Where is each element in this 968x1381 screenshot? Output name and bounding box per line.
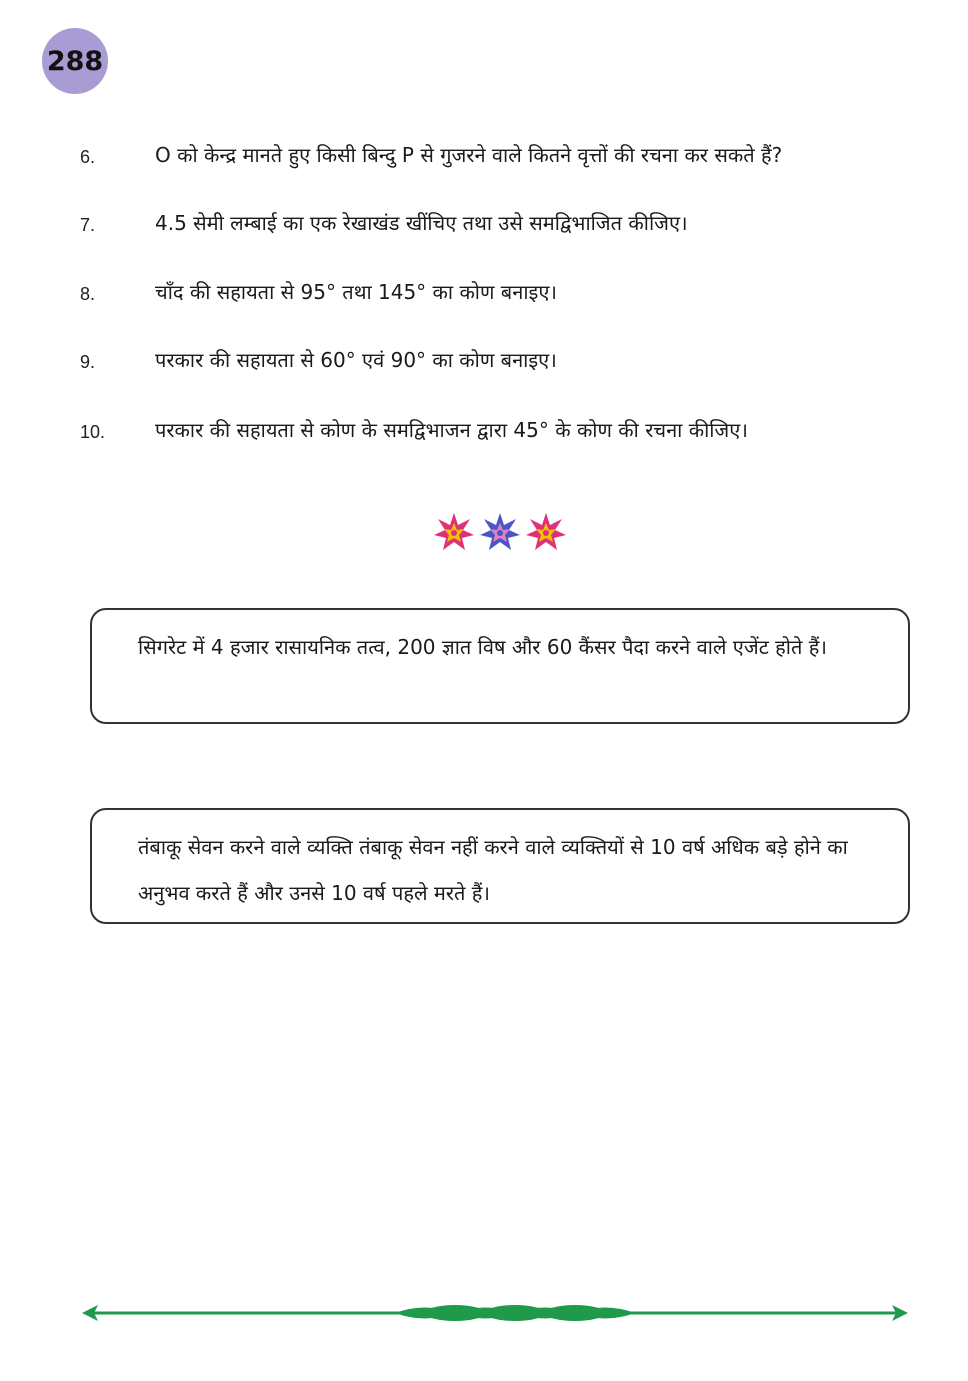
info-box-text: सिगरेट में 4 हजार रासायनिक तत्व, 200 ज्ञात विष और 60 कैंसर पैदा करने वाले एजेंट होते हैं।	[138, 635, 827, 659]
decorative-divider	[80, 1296, 910, 1330]
question-number: 9.	[80, 352, 96, 372]
question-item	[0, 274, 968, 314]
info-box-text: तंबाकू सेवन करने वाले व्यक्ति तंबाकू सेवन नहीं करने वाले व्यक्तियों से 10 वर्ष अधिक बड़े होने का अनुभव करते हैं और उनसे 10 वर्ष पहले मरते हैं।	[138, 835, 848, 905]
page-number-badge	[42, 28, 108, 94]
question-number: 8.	[80, 284, 96, 304]
question-number: 7.	[80, 215, 96, 235]
star-icon	[480, 513, 520, 550]
question-item	[0, 137, 968, 177]
question-item	[0, 205, 968, 245]
question-text: 4.5 सेमी लम्बाई का एक रेखाखंड खींचिए तथा उसे समद्विभाजित कीजिए।	[155, 211, 688, 235]
question-text: परकार की सहायता से 60° एवं 90° का कोण बनाइए।	[155, 348, 557, 372]
question-text: चाँद की सहायता से 95° तथा 145° का कोण बनाइए।	[155, 280, 557, 304]
info-box	[90, 808, 910, 924]
question-number: 6.	[80, 147, 96, 167]
decorative-stars	[432, 510, 572, 556]
page-number: 288	[46, 45, 104, 77]
question-item	[0, 412, 968, 452]
star-icon	[434, 513, 474, 550]
question-text: परकार की सहायता से कोण के समद्विभाजन द्वारा 45° के कोण की रचना कीजिए।	[155, 418, 748, 442]
question-text: O को केन्द्र मानते हुए किसी बिन्दु P से गुजरने वाले कितने वृत्तों की रचना कर सकते हैं?	[155, 143, 783, 167]
question-item	[0, 342, 968, 382]
question-number: 10.	[80, 422, 106, 442]
star-icon	[526, 513, 566, 550]
info-box	[90, 608, 910, 724]
